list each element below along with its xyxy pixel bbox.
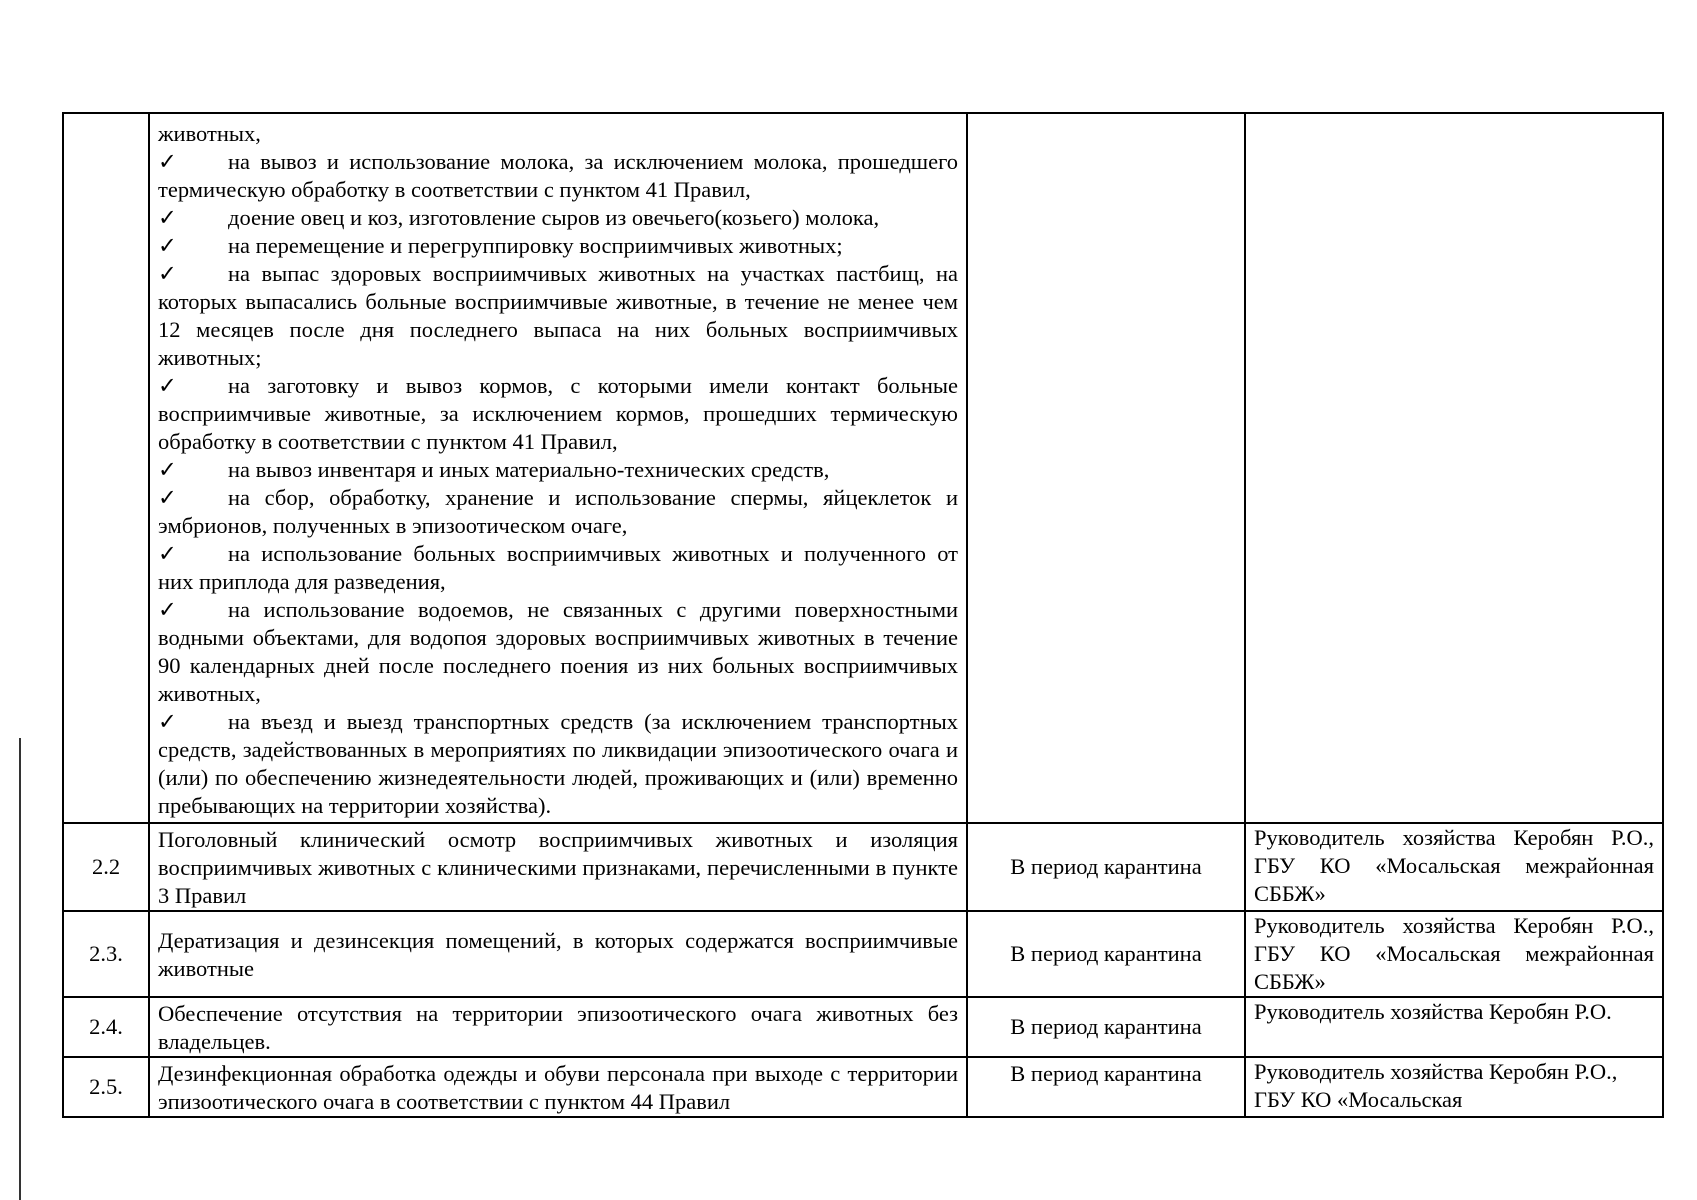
restriction-text: на использование водоемов, не связанных с другими поверхностными водными объектами, для водопоя здоровых восприимчивых животных в течение 90 календарных дней после последнего поения из них больных восприимчивых животных, xyxy=(158,597,958,706)
measure-description: Обеспечение отсутствия на территории эпизоотического очага животных без владельцев. xyxy=(149,997,967,1057)
restriction-item xyxy=(158,372,958,456)
restriction-text: на перемещение и перегруппировку восприимчивых животных; xyxy=(228,233,843,258)
checkmark-icon: ✓ xyxy=(158,233,177,258)
checkmark-icon: ✓ xyxy=(158,709,177,734)
row-number: 2.4. xyxy=(63,997,149,1057)
measure-period: В период карантина xyxy=(967,1057,1245,1117)
restriction-text: на вывоз инвентаря и иных материально-технических средств, xyxy=(228,457,830,482)
checkmark-icon: ✓ xyxy=(158,457,177,482)
num-cell xyxy=(63,113,149,823)
table-row-continuation xyxy=(63,113,1663,823)
measure-responsible: Руководитель хозяйства Керобян Р.О., ГБУ КО «Мосальская xyxy=(1245,1057,1663,1117)
measure-period: В период карантина xyxy=(967,823,1245,911)
measure-responsible: Руководитель хозяйства Керобян Р.О., ГБУ КО «Мосальская межрайонная СББЖ» xyxy=(1245,823,1663,911)
checkmark-icon: ✓ xyxy=(158,541,177,566)
restriction-item xyxy=(158,596,958,708)
measures-table xyxy=(62,112,1664,1118)
period-cell xyxy=(967,113,1245,823)
checkmark-icon: ✓ xyxy=(158,485,177,510)
restrictions-list xyxy=(149,113,967,823)
checkmark-icon: ✓ xyxy=(158,373,177,398)
scan-margin-line xyxy=(19,738,21,1200)
restriction-item xyxy=(158,484,958,540)
table-row-2-5 xyxy=(63,1057,1663,1117)
checkmark-icon: ✓ xyxy=(158,205,177,230)
checkmark-icon: ✓ xyxy=(158,597,177,622)
measure-description: Дезинфекционная обработка одежды и обуви персонала при выходе с территории эпизоотического очага в соответствии с пунктом 44 Правил xyxy=(149,1057,967,1117)
restriction-text: на выпас здоровых восприимчивых животных на участках пастбищ, на которых выпасались больные восприимчивые животные, в течение не менее чем 12 месяцев после дня последнего выпаса на них больных восприимчивых животных; xyxy=(158,261,958,370)
restriction-text: на въезд и выезд транспортных средств (за исключением транспортных средств, задействованных в мероприятиях по ликвидации эпизоотического очага и (или) по обеспечению жизнедеятельности людей, проживающих и (или) временно пребывающих на территории хозяйства). xyxy=(158,709,958,818)
checkmark-icon: ✓ xyxy=(158,149,177,174)
restriction-text: на заготовку и вывоз кормов, с которыми имели контакт больные восприимчивые животные, за исключением кормов, прошедших термическую обработку в соответствии с пунктом 41 Правил, xyxy=(158,373,958,454)
restriction-text: на использование больных восприимчивых животных и полученного от них приплода для разведения, xyxy=(158,541,958,594)
measure-responsible: Руководитель хозяйства Керобян Р.О., ГБУ КО «Мосальская межрайонная СББЖ» xyxy=(1245,911,1663,997)
measure-period: В период карантина xyxy=(967,997,1245,1057)
restriction-item xyxy=(158,708,958,820)
table-row-2-4 xyxy=(63,997,1663,1057)
measure-description: Поголовный клинический осмотр восприимчивых животных и изоляция восприимчивых животных с клиническими признаками, перечисленными в пункте 3 Правил xyxy=(149,823,967,911)
restriction-text: на вывоз и использование молока, за исключением молока, прошедшего термическую обработку в соответствии с пунктом 41 Правил, xyxy=(158,149,958,202)
row-number: 2.2 xyxy=(63,823,149,911)
table-row-2-2 xyxy=(63,823,1663,911)
measure-period: В период карантина xyxy=(967,911,1245,997)
restriction-item xyxy=(158,148,958,204)
row-number: 2.3. xyxy=(63,911,149,997)
restriction-text: на сбор, обработку, хранение и использование спермы, яйцеклеток и эмбрионов, полученных в эпизоотическом очаге, xyxy=(158,485,958,538)
list-intro: животных, xyxy=(158,121,261,146)
restriction-items xyxy=(158,148,958,820)
row-number: 2.5. xyxy=(63,1057,149,1117)
restriction-item xyxy=(158,232,958,260)
responsible-cell xyxy=(1245,113,1663,823)
measure-description: Дератизация и дезинсекция помещений, в которых содержатся восприимчивые животные xyxy=(149,911,967,997)
restriction-item xyxy=(158,260,958,372)
measure-responsible: Руководитель хозяйства Керобян Р.О. xyxy=(1245,997,1663,1057)
restriction-item xyxy=(158,456,958,484)
restriction-text: доение овец и коз, изготовление сыров из овечьего(козьего) молока, xyxy=(228,205,880,230)
restriction-item xyxy=(158,540,958,596)
checkmark-icon: ✓ xyxy=(158,261,177,286)
restriction-item xyxy=(158,204,958,232)
table-row-2-3 xyxy=(63,911,1663,997)
